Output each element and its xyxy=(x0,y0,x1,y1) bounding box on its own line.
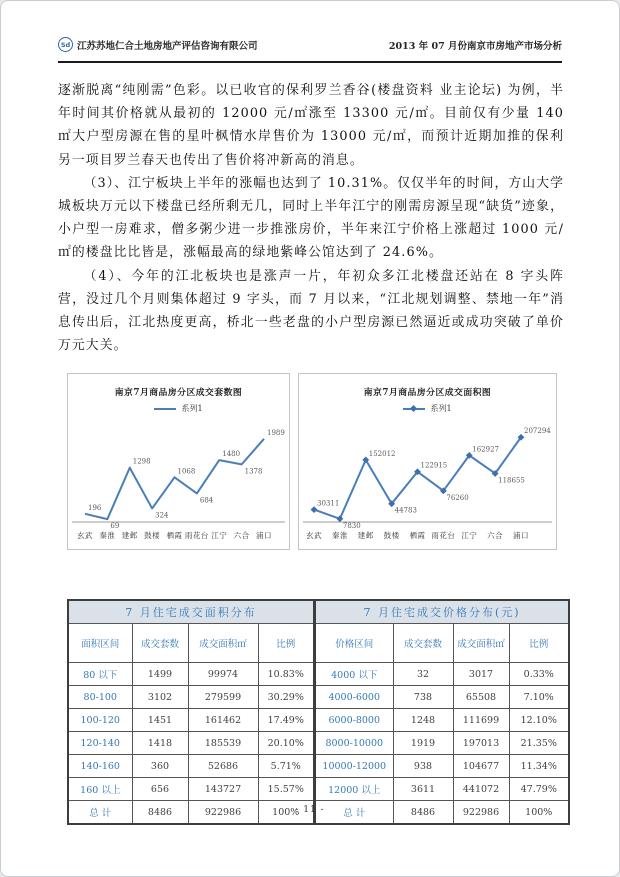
table-header-row xyxy=(315,624,569,663)
data-label: 1480 xyxy=(222,450,241,459)
table-cell: 143727 xyxy=(188,778,258,801)
x-axis-label: 江宁 xyxy=(211,531,228,540)
table-row xyxy=(68,755,314,778)
table-cell: 197013 xyxy=(453,732,509,755)
x-axis-label: 栖霞 xyxy=(409,531,426,540)
table-cell: 30.29% xyxy=(258,686,314,709)
table-cell: 比例 xyxy=(509,624,569,663)
line-chart-svg xyxy=(69,416,288,546)
table-cell: 80 以下 xyxy=(68,663,132,686)
table-cell: 120-140 xyxy=(68,732,132,755)
x-axis-label: 鼓楼 xyxy=(144,531,161,540)
x-axis-label: 建邺 xyxy=(121,531,138,540)
chart-title: 南京7月商品房分区成交面积图 xyxy=(363,388,492,398)
table-cell: 80-100 xyxy=(68,686,132,709)
table-row xyxy=(315,663,569,686)
table-cell: 3611 xyxy=(393,778,453,801)
table-cell: 1418 xyxy=(132,732,188,755)
data-label: 1068 xyxy=(177,467,196,476)
x-axis-label: 江宁 xyxy=(461,531,478,540)
tables-row xyxy=(67,599,570,825)
table-row xyxy=(315,709,569,732)
table-title: 7 月住宅成交价格分布(元) xyxy=(315,600,569,624)
table-cell: 6000-8000 xyxy=(315,709,393,732)
chart-legend xyxy=(68,403,289,414)
x-axis-label: 雨花台 xyxy=(184,531,209,540)
table-cell: 成交面积㎡ xyxy=(453,624,509,663)
x-axis-label: 六合 xyxy=(487,531,504,540)
price-distribution-table xyxy=(314,599,570,825)
chart-legend xyxy=(299,403,556,414)
x-axis-label: 建邺 xyxy=(357,531,374,540)
x-axis-label: 栖霞 xyxy=(166,531,183,540)
table-cell: 成交套数 xyxy=(132,624,188,663)
table-cell: 11.34% xyxy=(509,755,569,778)
table-cell: 1499 xyxy=(132,663,188,686)
x-axis-label: 六合 xyxy=(233,531,250,540)
table-row xyxy=(68,732,314,755)
body-paragraph: （3）、江宁板块上半年的涨幅也达到了 10.31%。仅仅半年的时间，方山大学城板块万元以下楼盘已经所剩无几，同时上半年江宁的刚需房源呈现“缺货”迹象，小户型一房难求，僧多粥少进一步推涨房价，半年来江宁价格上涨超过 1000 元/㎡的楼盘比比皆是，涨幅最高的绿地紫峰公馆达到了 24.6%。 xyxy=(58,175,564,261)
table-cell: 99974 xyxy=(188,663,258,686)
table-cell: 成交套数 xyxy=(393,624,453,663)
table-cell: 100-120 xyxy=(68,709,132,732)
body-paragraph: （4）、今年的江北板块也是涨声一片，年初众多江北楼盘还站在 8 字头阵营，没过几个月则集体超过 9 字头，而 7 月以来，“江北规划调整、禁地一年”消息传出后，江北热度更高，桥北一些老盘的小户型房源已然逼近或成功突破了单价万元大关。 xyxy=(58,268,564,354)
x-axis-label: 雨花台 xyxy=(431,531,456,540)
table-title-row xyxy=(315,600,569,624)
table-cell: 比例 xyxy=(258,624,314,663)
table-cell: 8000-10000 xyxy=(315,732,393,755)
data-label: 324 xyxy=(155,511,169,520)
table-cell: 52686 xyxy=(188,755,258,778)
header-rule xyxy=(58,61,562,63)
table-cell: 面积区间 xyxy=(68,624,132,663)
table-cell: 总 计 xyxy=(68,801,132,825)
table-cell: 0.33% xyxy=(509,663,569,686)
table-cell: 12000 以上 xyxy=(315,778,393,801)
data-label: 76260 xyxy=(446,493,469,502)
table-row xyxy=(315,686,569,709)
table-cell: 161462 xyxy=(188,709,258,732)
x-axis-label: 浦口 xyxy=(256,531,272,540)
table-cell: 4000-6000 xyxy=(315,686,393,709)
table-row xyxy=(68,709,314,732)
legend-diamond-icon xyxy=(410,404,417,411)
table-cell: 32 xyxy=(393,663,453,686)
table-cell: 3102 xyxy=(132,686,188,709)
table-row xyxy=(68,663,314,686)
data-label: 7830 xyxy=(342,521,361,530)
table-cell: 总 计 xyxy=(315,801,393,825)
x-axis-label: 浦口 xyxy=(513,531,529,540)
line-chart-svg xyxy=(300,416,555,546)
page-header xyxy=(58,37,562,52)
table-row xyxy=(315,778,569,801)
area-distribution-table xyxy=(67,599,315,825)
report-title: 2013 年 07 月份南京市房地产市场分析 xyxy=(388,40,562,52)
x-axis-label: 玄武 xyxy=(77,531,93,540)
legend-label: 系列1 xyxy=(181,404,203,413)
table-cell: 价格区间 xyxy=(315,624,393,663)
table-cell: 279599 xyxy=(188,686,258,709)
data-label: 30311 xyxy=(317,499,340,508)
table-cell: 8486 xyxy=(393,801,453,825)
table-cell: 100% xyxy=(509,801,569,825)
data-label: 1378 xyxy=(244,467,263,476)
table-cell: 65508 xyxy=(453,686,509,709)
charts-row xyxy=(67,373,557,550)
data-label: 118655 xyxy=(498,476,525,485)
data-label: 162927 xyxy=(472,445,499,454)
chart-sales-area xyxy=(298,373,557,550)
table-cell: 17.49% xyxy=(258,709,314,732)
table-cell: 160 以上 xyxy=(68,778,132,801)
body-text xyxy=(58,79,564,357)
table-cell: 441072 xyxy=(453,778,509,801)
legend-label: 系列1 xyxy=(430,404,452,413)
table-cell: 10000-12000 xyxy=(315,755,393,778)
table-cell: 100% xyxy=(258,801,314,825)
legend-line-icon xyxy=(154,408,176,410)
legend-line-icon xyxy=(403,408,425,410)
chart-sales-count xyxy=(67,373,290,550)
table-cell: 922986 xyxy=(188,801,258,825)
x-axis-label: 秦淮 xyxy=(99,531,116,540)
body-paragraph: 逐渐脱离“纯刚需”色彩。以已收官的保利罗兰香谷(楼盘资料 业主论坛) 为例，半年时间其价格就从最初的 12000 元/㎡涨至 13300 元/㎡。目前仅有少量 140 ㎡大户型房源在售的星叶枫情水岸售价为 13000 元/㎡，而预计近期加推的保利另一项目罗兰春天也传出了售价将冲新高的消息。 xyxy=(58,83,564,168)
table-row xyxy=(315,755,569,778)
table-cell: 1919 xyxy=(393,732,453,755)
x-axis-label: 秦淮 xyxy=(331,531,348,540)
company-logo-icon: Sd xyxy=(58,37,73,52)
table-cell: 104677 xyxy=(453,755,509,778)
page-number: - 11 - xyxy=(295,805,325,815)
data-label: 1298 xyxy=(132,457,151,466)
table-cell: 738 xyxy=(393,686,453,709)
table-cell: 15.57% xyxy=(258,778,314,801)
header-company xyxy=(58,37,258,52)
table-cell: 140-160 xyxy=(68,755,132,778)
table-cell: 185539 xyxy=(188,732,258,755)
table-cell: 656 xyxy=(132,778,188,801)
table-cell: 12.10% xyxy=(509,709,569,732)
table-cell: 111699 xyxy=(453,709,509,732)
table-row xyxy=(68,778,314,801)
table-cell: 8486 xyxy=(132,801,188,825)
table-cell: 21.35% xyxy=(509,732,569,755)
data-label: 122915 xyxy=(420,461,448,470)
table-cell: 922986 xyxy=(453,801,509,825)
company-name: 江苏苏地仁合土地房地产评估咨询有限公司 xyxy=(77,40,258,52)
table-row xyxy=(315,732,569,755)
table-cell: 20.10% xyxy=(258,732,314,755)
data-label: 684 xyxy=(199,496,214,505)
data-label: 44783 xyxy=(394,506,417,515)
data-label: 69 xyxy=(110,522,120,531)
x-axis-label: 鼓楼 xyxy=(383,531,400,540)
data-label: 1989 xyxy=(267,428,285,437)
table-cell: 7.10% xyxy=(509,686,569,709)
table-cell: 938 xyxy=(393,755,453,778)
table-cell: 4000 以下 xyxy=(315,663,393,686)
table-header-row xyxy=(68,624,314,663)
table-title-row xyxy=(68,600,314,624)
table-title: 7 月住宅成交面积分布 xyxy=(68,600,314,624)
data-label: 207294 xyxy=(524,427,551,436)
table-cell: 1451 xyxy=(132,709,188,732)
table-cell: 5.71% xyxy=(258,755,314,778)
table-cell: 360 xyxy=(132,755,188,778)
table-cell: 47.79% xyxy=(509,778,569,801)
chart-title: 南京7月商品房分区成交套数图 xyxy=(114,388,243,398)
data-label: 152012 xyxy=(368,449,396,458)
table-cell: 成交面积㎡ xyxy=(188,624,258,663)
data-label: 196 xyxy=(88,503,102,512)
table-cell: 3017 xyxy=(453,663,509,686)
x-axis-label: 玄武 xyxy=(306,531,322,540)
table-cell: 1248 xyxy=(393,709,453,732)
table-row xyxy=(68,686,314,709)
table-cell: 10.83% xyxy=(258,663,314,686)
